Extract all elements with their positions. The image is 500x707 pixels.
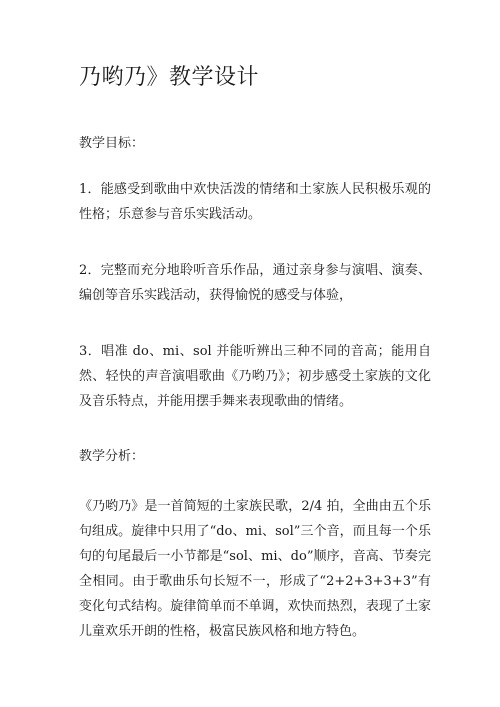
goal-item-3: 3．唱准 do、mi、sol 并能听辨出三种不同的音高；能用自然、轻快的声音演唱歌曲《乃哟乃》；初步感受土家族的文化及音乐特点，并能用摆手舞来表现歌曲的情绪。	[79, 344, 431, 409]
analysis-heading: 教学分析：	[79, 449, 145, 464]
goals-heading: 教学目标：	[79, 136, 145, 151]
goal-item-1: 1．能感受到歌曲中欢快活泼的情绪和土家族人民积极乐观的性格；乐意参与音乐实践活动。	[79, 182, 431, 222]
goal-item-2: 2．完整而充分地聆听音乐作品，通过亲身参与演唱、演奏、编创等音乐实践活动，获得愉悦的感受与体验，	[79, 263, 431, 303]
analysis-paragraph: 《乃哟乃》是一首简短的土家族民歌，2/4 拍，全曲由五个乐句组成。旋律中只用了“do、mi、sol”三个音，而且每一个乐句的句尾最后一小节都是“sol、mi、do”顺序，音高、节奏完全相同。由于歌曲乐句长短不一，形成了“2+2+3+3+3”有变化句式结构。旋律简单而不单调，欢快而热烈，表现了土家儿童欢乐开朗的性格，极富民族风格和地方特色。	[79, 499, 431, 639]
document-title: 乃哟乃》教学设计	[79, 65, 260, 90]
